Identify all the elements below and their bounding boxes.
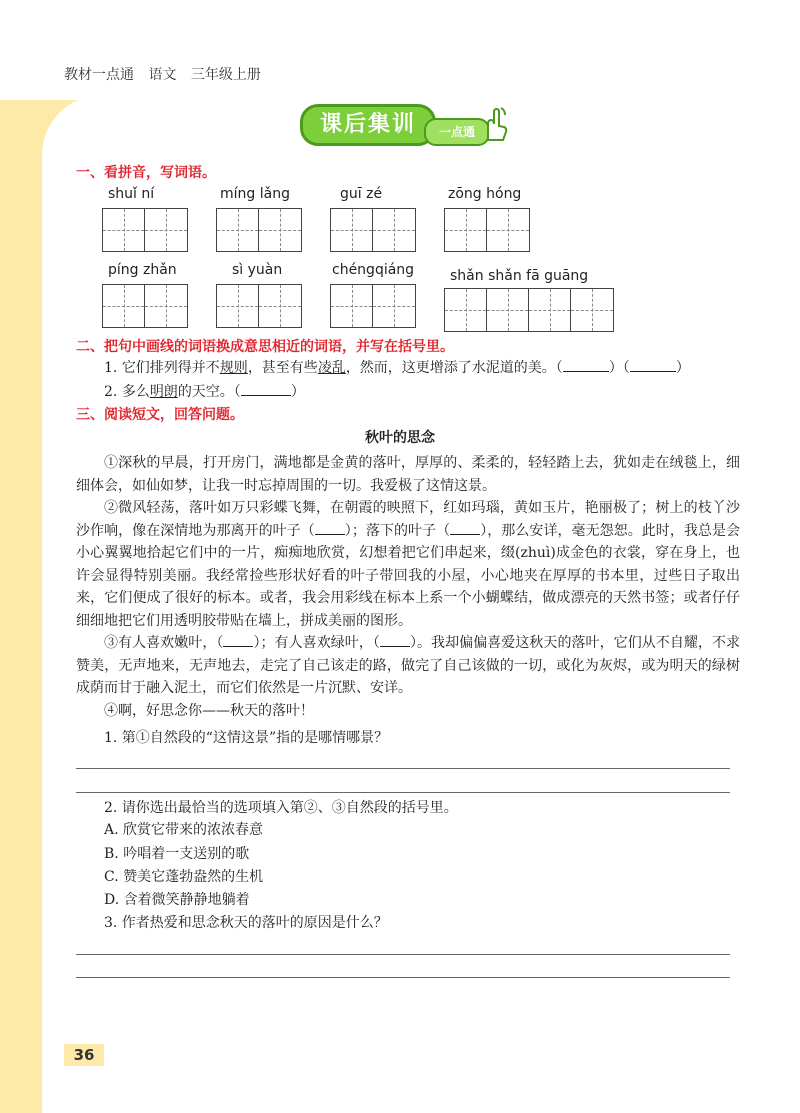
page-number: 36 xyxy=(64,1044,104,1066)
pinyin-7: chéngqiáng xyxy=(332,262,415,278)
pinyin-8: shǎn shǎn fā guāng xyxy=(450,268,589,284)
underlined-word: 凌乱 xyxy=(317,360,346,376)
pinyin-5: píng zhǎn xyxy=(108,262,177,278)
q-text: 它们排列得并不 xyxy=(121,360,220,376)
writing-grid-8[interactable] xyxy=(444,288,614,332)
r-question-3: 3. 作者热爱和思念秋天的落叶的原因是什么？ xyxy=(104,915,388,931)
writing-grid-1[interactable] xyxy=(102,208,188,252)
r-question-2: 2. 请你选出最恰当的选项填入第②、③自然段的括号里。 xyxy=(104,800,458,816)
option-b: B. 吟唱着一支送别的歌 xyxy=(104,846,250,862)
badge-subtitle: 一点通 xyxy=(424,118,490,146)
paragraph-2 xyxy=(76,497,740,632)
p3-text: ③有人喜欢嫩叶，（ xyxy=(104,635,224,651)
underlined-word: 明朗 xyxy=(149,384,178,400)
s2-question-1 xyxy=(104,358,690,378)
p3-text: ）。我却偏偏喜爱这秋天的落叶，它们从不自耀，不求赞美，无声地来，无声地去，走完了自己该走的路，做完了自己该做的一切，或化为灰烬，或为明天的绿树成荫而甘于融入泥土，而它们依然是一片沉默、安详。 xyxy=(76,635,741,696)
section-3-heading: 三、阅读短文，回答问题。 xyxy=(76,407,244,423)
section-badge xyxy=(300,104,510,146)
q-text: ，甚至有些 xyxy=(247,360,318,376)
option-d: D. 含着微笑静静地躺着 xyxy=(104,892,250,908)
writing-grid-5[interactable] xyxy=(102,284,188,328)
p2-text: ），那么安详，毫无怨恕。此时，我总是会小心翼翼地拾起它们中的一片，痴痴地欣赏，幻想着把它们串起来，缀(zhuì)成金色的衣裳，穿在身上，也许会显得特别美丽。我经常捡些形状好看的叶子带回我的小屋，小心地夹在厚厚的书本里，过些日子取出来，它们便成了很好的标本。或者，我会用彩线在标本上系一个小蝴蝶结，做成漂亮的天然书签；或者仔仔细细地把它们用透明胶带贴在墙上，拼成美丽的图形。 xyxy=(76,522,741,629)
q-number: 2. xyxy=(104,384,122,400)
answer-blank[interactable] xyxy=(450,520,480,535)
pinyin-1: shuǐ ní xyxy=(108,186,155,202)
p3-text: ）；有人喜欢绿叶，（ xyxy=(253,635,380,651)
header-subject: 语文 xyxy=(148,67,177,83)
answer-blank[interactable] xyxy=(241,395,291,396)
section-2-heading: 二、把句中画线的词语换成意思相近的词语，并写在括号里。 xyxy=(76,339,454,355)
writing-grid-2[interactable] xyxy=(216,208,302,252)
answer-line[interactable] xyxy=(76,977,730,978)
underlined-word: 规则 xyxy=(219,360,248,376)
answer-blank[interactable] xyxy=(630,371,676,372)
writing-grid-3[interactable] xyxy=(330,208,416,252)
r-question-1: 1. 第①自然段的“这情这景”指的是哪情哪景？ xyxy=(104,730,389,746)
p2-text: ②微风轻荡，落叶如万只彩蝶飞舞，在朝霞的映照下，红如玛瑙，黄如玉片，艳丽极了；树上的枝丫沙沙作响，像在深情地为那离开的叶子（ xyxy=(76,500,740,539)
answer-blank[interactable] xyxy=(315,520,345,535)
writing-grid-4[interactable] xyxy=(444,208,530,252)
answer-line[interactable] xyxy=(76,954,730,955)
header-book: 教材一点通 xyxy=(64,67,134,83)
pointing-hand-icon xyxy=(482,106,508,142)
section-1-heading: 一、看拼音，写词语。 xyxy=(76,165,216,181)
option-a: A. 欣赏它带来的浓浓春意 xyxy=(104,822,264,838)
q-text: 的天空。（ xyxy=(177,384,241,400)
q-text: ）（ xyxy=(608,360,630,376)
q-number: 1. xyxy=(104,360,122,376)
pinyin-4: zōng hóng xyxy=(448,186,522,202)
answer-line[interactable] xyxy=(76,792,730,793)
q-text: ，然而，这更增添了水泥道的美。（ xyxy=(345,360,563,376)
answer-blank[interactable] xyxy=(223,632,253,647)
writing-grid-6[interactable] xyxy=(216,284,302,328)
badge-title: 课后集训 xyxy=(300,104,436,146)
writing-grid-7[interactable] xyxy=(330,284,416,328)
paragraph-1: ①深秋的早晨，打开房门，满地都是金黄的落叶，厚厚的、柔柔的，轻轻踏上去，犹如走在绒毯上，细细体会，如仙如梦，让我一时忘掉周围的一切。我爱极了这情这景。 xyxy=(76,455,740,494)
p2-text: ）；落下的叶子（ xyxy=(344,522,451,539)
pinyin-6: sì yuàn xyxy=(232,262,283,278)
header-grade: 三年级上册 xyxy=(190,67,261,83)
option-c: C. 赞美它蓬勃盎然的生机 xyxy=(104,869,264,885)
top-band xyxy=(0,0,800,100)
paragraph-4: ④啊，好思念你——秋天的落叶！ xyxy=(104,703,314,719)
answer-blank[interactable] xyxy=(563,371,609,372)
passage-title: 秋叶的思念 xyxy=(365,430,435,446)
answer-line[interactable] xyxy=(76,768,730,769)
pinyin-2: míng lǎng xyxy=(220,186,290,202)
pinyin-3: guī zé xyxy=(340,186,383,202)
paragraph-3 xyxy=(76,632,740,700)
q-text: 多么 xyxy=(121,384,150,400)
answer-blank[interactable] xyxy=(380,632,410,647)
q-text: ） xyxy=(290,384,305,400)
q-text: ） xyxy=(675,360,690,376)
s2-question-2 xyxy=(104,382,305,402)
running-header xyxy=(64,64,271,84)
